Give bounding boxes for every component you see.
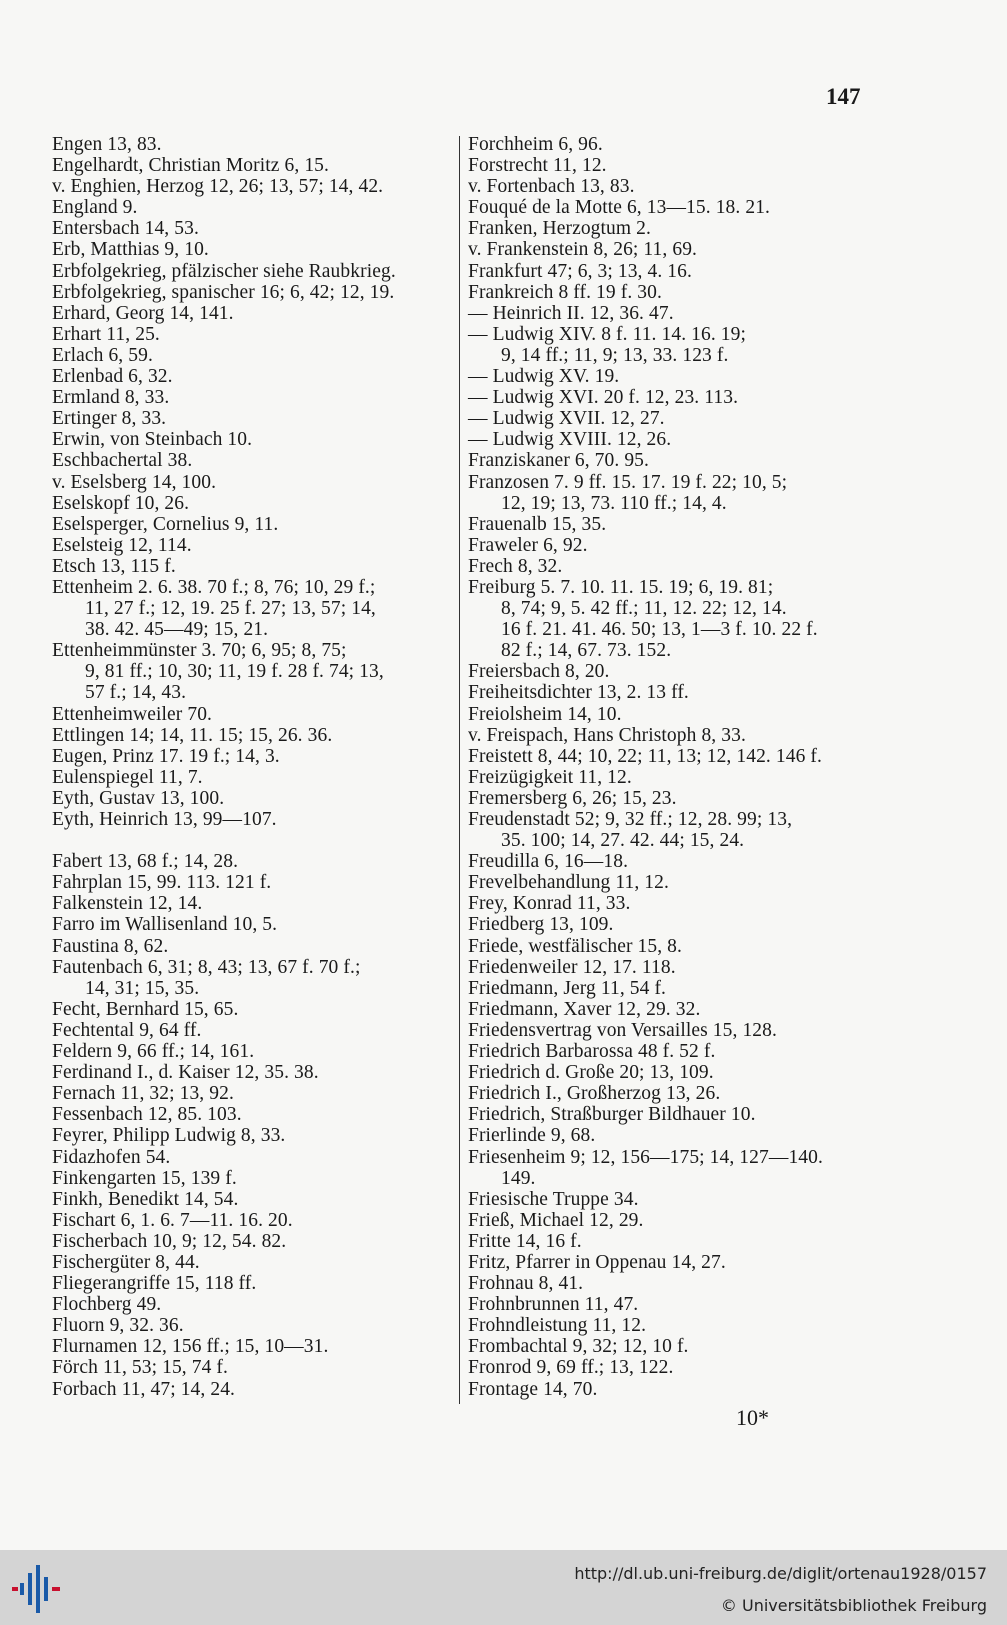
- left-index-entry: 38. 42. 45—49; 15, 21.: [85, 619, 269, 641]
- source-url[interactable]: http://dl.ub.uni-freiburg.de/diglit/ortenau1928/0157: [574, 1564, 987, 1583]
- right-index-entry: v. Frankenstein 8, 26; 11, 69.: [468, 239, 698, 261]
- left-index-entry: Erlenbad 6, 32.: [52, 366, 173, 388]
- left-index-entry: Erb, Matthias 9, 10.: [52, 239, 209, 261]
- left-index-entry: Feldern 9, 66 ff.; 14, 161.: [52, 1041, 255, 1063]
- left-index-entry: Fischerbach 10, 9; 12, 54. 82.: [52, 1230, 287, 1252]
- left-index-entry: Fecht, Bernhard 15, 65.: [52, 998, 239, 1020]
- left-index-entry: Faustina 8, 62.: [52, 935, 169, 957]
- right-index-entry: Friedrich, Straßburger Bildhauer 10.: [468, 1104, 756, 1126]
- left-index-entry: Falkenstein 12, 14.: [52, 893, 203, 915]
- right-index-entry: 8, 74; 9, 5. 42 ff.; 11, 12. 22; 12, 14.: [501, 598, 787, 620]
- left-index-entry: Finkh, Benedikt 14, 54.: [52, 1188, 239, 1210]
- right-index-entry: Freiersbach 8, 20.: [468, 661, 610, 683]
- left-index-entry: Erhart 11, 25.: [52, 323, 160, 345]
- left-index-entry: [52, 830, 450, 851]
- left-index-entry: Ettlingen 14; 14, 11. 15; 15, 26. 36.: [52, 724, 333, 746]
- right-index-entry: Franken, Herzogtum 2.: [468, 218, 651, 240]
- left-index-entry: Ettenheimweiler 70.: [52, 703, 213, 725]
- right-index-entry: Friedrich I., Großherzog 13, 26.: [468, 1083, 721, 1105]
- right-index-entry: Friedberg 13, 109.: [468, 914, 614, 936]
- left-index-entry: Fechtental 9, 64 ff.: [52, 1019, 202, 1041]
- right-index-entry: Frohnbrunnen 11, 47.: [468, 1294, 639, 1316]
- right-index-entry: Fritz, Pfarrer in Oppenau 14, 27.: [468, 1251, 726, 1273]
- left-index-entry: Eyth, Heinrich 13, 99—107.: [52, 809, 277, 830]
- left-index-entry: England 9.: [52, 197, 138, 219]
- right-index-entry: 12, 19; 13, 73. 110 ff.; 14, 4.: [501, 492, 727, 514]
- right-index-entry: 82 f.; 14, 67. 73. 152.: [501, 640, 672, 662]
- left-index-entry: Ettenheim 2. 6. 38. 70 f.; 8, 76; 10, 29 f.;: [52, 576, 376, 598]
- left-index-entry: Engen 13, 83.: [52, 134, 162, 155]
- right-index-entry: Freudenstadt 52; 9, 32 ff.; 12, 28. 99; 13,: [468, 809, 793, 830]
- left-index-entry: Förch 11, 53; 15, 74 f.: [52, 1357, 228, 1379]
- right-index-entry: Fritte 14, 16 f.: [468, 1230, 582, 1252]
- right-index-entry: Frey, Konrad 11, 33.: [468, 893, 631, 915]
- right-index-entry: Freiolsheim 14, 10.: [468, 703, 622, 725]
- right-index-entry: Friesische Truppe 34.: [468, 1188, 639, 1210]
- right-index-entry: 9, 14 ff.; 11, 9; 13, 33. 123 f.: [501, 344, 729, 366]
- right-index-entry: Frankreich 8 ff. 19 f. 30.: [468, 281, 662, 303]
- left-index-entry: Forbach 11, 47; 14, 24.: [52, 1378, 236, 1400]
- right-index-entry: Friedensvertrag von Versailles 15, 128.: [468, 1019, 777, 1041]
- left-index-entry: Fabert 13, 68 f.; 14, 28.: [52, 851, 239, 873]
- right-index-entry: Frohnau 8, 41.: [468, 1273, 584, 1295]
- left-index-entry: v. Eselsberg 14, 100.: [52, 471, 217, 493]
- right-index-entry: — Ludwig XVIII. 12, 26.: [468, 429, 672, 451]
- left-index-entry: 57 f.; 14, 43.: [85, 682, 187, 704]
- left-index-entry: Fahrplan 15, 99. 113. 121 f.: [52, 872, 272, 894]
- left-index-entry: Fernach 11, 32; 13, 92.: [52, 1083, 234, 1105]
- library-credit: © Universitätsbibliothek Freiburg: [720, 1596, 987, 1615]
- left-index-entry: 14, 31; 15, 35.: [85, 977, 200, 999]
- right-index-entry: Forchheim 6, 96.: [468, 134, 603, 155]
- right-index-entry: Friedmann, Xaver 12, 29. 32.: [468, 998, 701, 1020]
- left-index-entry: Feyrer, Philipp Ludwig 8, 33.: [52, 1125, 286, 1147]
- left-index-entry: Ettenheimmünster 3. 70; 6, 95; 8, 75;: [52, 640, 347, 662]
- right-index-entry: Fraweler 6, 92.: [468, 534, 588, 556]
- left-index-entry: Ermland 8, 33.: [52, 387, 170, 409]
- left-index-entry: Fischergüter 8, 44.: [52, 1251, 200, 1273]
- left-index-entry: Fliegerangriffe 15, 118 ff.: [52, 1273, 257, 1295]
- left-index-entry: v. Enghien, Herzog 12, 26; 13, 57; 14, 42.: [52, 176, 384, 198]
- right-index-entry: — Ludwig XVI. 20 f. 12, 23. 113.: [468, 387, 739, 409]
- right-index-entry: Frech 8, 32.: [468, 555, 563, 577]
- left-index-entry: Erwin, von Steinbach 10.: [52, 429, 253, 451]
- signature-mark: 10*: [736, 1405, 769, 1430]
- left-index-entry: Eselsperger, Cornelius 9, 11.: [52, 513, 279, 535]
- index-column-right: [468, 134, 878, 1400]
- right-index-entry: — Ludwig XIV. 8 f. 11. 14. 16. 19;: [468, 323, 747, 345]
- left-index-entry: 11, 27 f.; 12, 19. 25 f. 27; 13, 57; 14,: [85, 598, 376, 620]
- left-index-entry: Ertinger 8, 33.: [52, 408, 167, 430]
- right-index-entry: Frankfurt 47; 6, 3; 13, 4. 16.: [468, 260, 692, 282]
- right-index-entry: Freistett 8, 44; 10, 22; 11, 13; 12, 142. 146 f.: [468, 745, 822, 767]
- right-index-entry: — Ludwig XVII. 12, 27.: [468, 408, 665, 430]
- right-index-entry: Friedmann, Jerg 11, 54 f.: [468, 977, 667, 999]
- left-index-entry: Eugen, Prinz 17. 19 f.; 14, 3.: [52, 745, 280, 767]
- left-index-entry: Erhard, Georg 14, 141.: [52, 302, 234, 324]
- right-index-entry: Freudilla 6, 16—18.: [468, 851, 629, 873]
- library-logo-icon: [12, 1563, 64, 1615]
- right-index-entry: Franziskaner 6, 70. 95.: [468, 450, 650, 472]
- left-index-entry: Fischart 6, 1. 6. 7—11. 16. 20.: [52, 1209, 293, 1231]
- right-index-entry: Friedenweiler 12, 17. 118.: [468, 956, 676, 978]
- right-index-entry: Frierlinde 9, 68.: [468, 1125, 596, 1147]
- right-index-entry: Friesenheim 9; 12, 156—175; 14, 127—140.: [468, 1146, 823, 1168]
- left-index-entry: Flurnamen 12, 156 ff.; 15, 10—31.: [52, 1336, 329, 1358]
- left-index-entry: Erbfolgekrieg, pfälzischer siehe Raubkrieg.: [52, 260, 396, 282]
- right-index-entry: Franzosen 7. 9 ff. 15. 17. 19 f. 22; 10, 5;: [468, 471, 788, 493]
- left-index-entry: Engelhardt, Christian Moritz 6, 15.: [52, 155, 329, 177]
- right-index-entry: Friede, westfälischer 15, 8.: [468, 935, 682, 957]
- right-index-entry: v. Fortenbach 13, 83.: [468, 176, 635, 198]
- right-index-entry: 16 f. 21. 41. 46. 50; 13, 1—3 f. 10. 22 f.: [501, 619, 818, 641]
- left-index-entry: Erlach 6, 59.: [52, 344, 153, 366]
- left-index-entry: Eselsteig 12, 114.: [52, 534, 192, 556]
- column-divider: [459, 136, 460, 1404]
- right-index-entry: Frontage 14, 70.: [468, 1378, 598, 1400]
- right-index-entry: 149.: [501, 1167, 536, 1189]
- index-column-left: [52, 134, 450, 1400]
- left-index-entry: Flochberg 49.: [52, 1294, 162, 1316]
- left-index-entry: Ferdinand I., d. Kaiser 12, 35. 38.: [52, 1062, 319, 1084]
- left-index-entry: Eulenspiegel 11, 7.: [52, 766, 203, 788]
- right-index-entry: v. Freispach, Hans Christoph 8, 33.: [468, 724, 746, 746]
- right-index-entry: 35. 100; 14, 27. 42. 44; 15, 24.: [501, 830, 745, 852]
- left-index-entry: Finkengarten 15, 139 f.: [52, 1167, 237, 1189]
- right-index-entry: Freiheitsdichter 13, 2. 13 ff.: [468, 682, 689, 704]
- left-index-entry: Fessenbach 12, 85. 103.: [52, 1104, 242, 1126]
- left-index-entry: Fautenbach 6, 31; 8, 43; 13, 67 f. 70 f.;: [52, 956, 361, 978]
- right-index-entry: Frohndleistung 11, 12.: [468, 1315, 647, 1337]
- right-index-entry: Friedrich Barbarossa 48 f. 52 f.: [468, 1041, 716, 1063]
- left-index-entry: Erbfolgekrieg, spanischer 16; 6, 42; 12, 19.: [52, 281, 395, 303]
- left-index-entry: Eyth, Gustav 13, 100.: [52, 787, 225, 809]
- right-index-entry: Frevelbehandlung 11, 12.: [468, 872, 669, 894]
- right-index-entry: Freiburg 5. 7. 10. 11. 15. 19; 6, 19. 81;: [468, 576, 774, 598]
- left-index-entry: Eselskopf 10, 26.: [52, 492, 190, 514]
- left-index-entry: Etsch 13, 115 f.: [52, 555, 176, 577]
- left-index-entry: Farro im Wallisenland 10, 5.: [52, 914, 278, 936]
- left-index-entry: Fluorn 9, 32. 36.: [52, 1315, 184, 1337]
- page-number: 147: [826, 84, 861, 109]
- right-index-entry: Fremersberg 6, 26; 15, 23.: [468, 787, 677, 809]
- right-index-entry: Friedrich d. Große 20; 13, 109.: [468, 1062, 714, 1084]
- right-index-entry: Fouqué de la Motte 6, 13—15. 18. 21.: [468, 197, 771, 219]
- left-index-entry: Eschbachertal 38.: [52, 450, 193, 472]
- right-index-entry: Frieß, Michael 12, 29.: [468, 1209, 644, 1231]
- right-index-entry: Frombachtal 9, 32; 12, 10 f.: [468, 1336, 689, 1358]
- left-index-entry: Fidazhofen 54.: [52, 1146, 171, 1168]
- right-index-entry: — Heinrich II. 12, 36. 47.: [468, 302, 674, 324]
- right-index-entry: Freizügigkeit 11, 12.: [468, 766, 632, 788]
- right-index-entry: — Ludwig XV. 19.: [468, 366, 620, 388]
- left-index-entry: Entersbach 14, 53.: [52, 218, 199, 240]
- left-index-entry: 9, 81 ff.; 10, 30; 11, 19 f. 28 f. 74; 13,: [85, 661, 384, 683]
- right-index-entry: Forstrecht 11, 12.: [468, 155, 607, 177]
- right-index-entry: Fronrod 9, 69 ff.; 13, 122.: [468, 1357, 674, 1379]
- right-index-entry: Frauenalb 15, 35.: [468, 513, 607, 535]
- viewer-footer: [0, 1550, 1007, 1625]
